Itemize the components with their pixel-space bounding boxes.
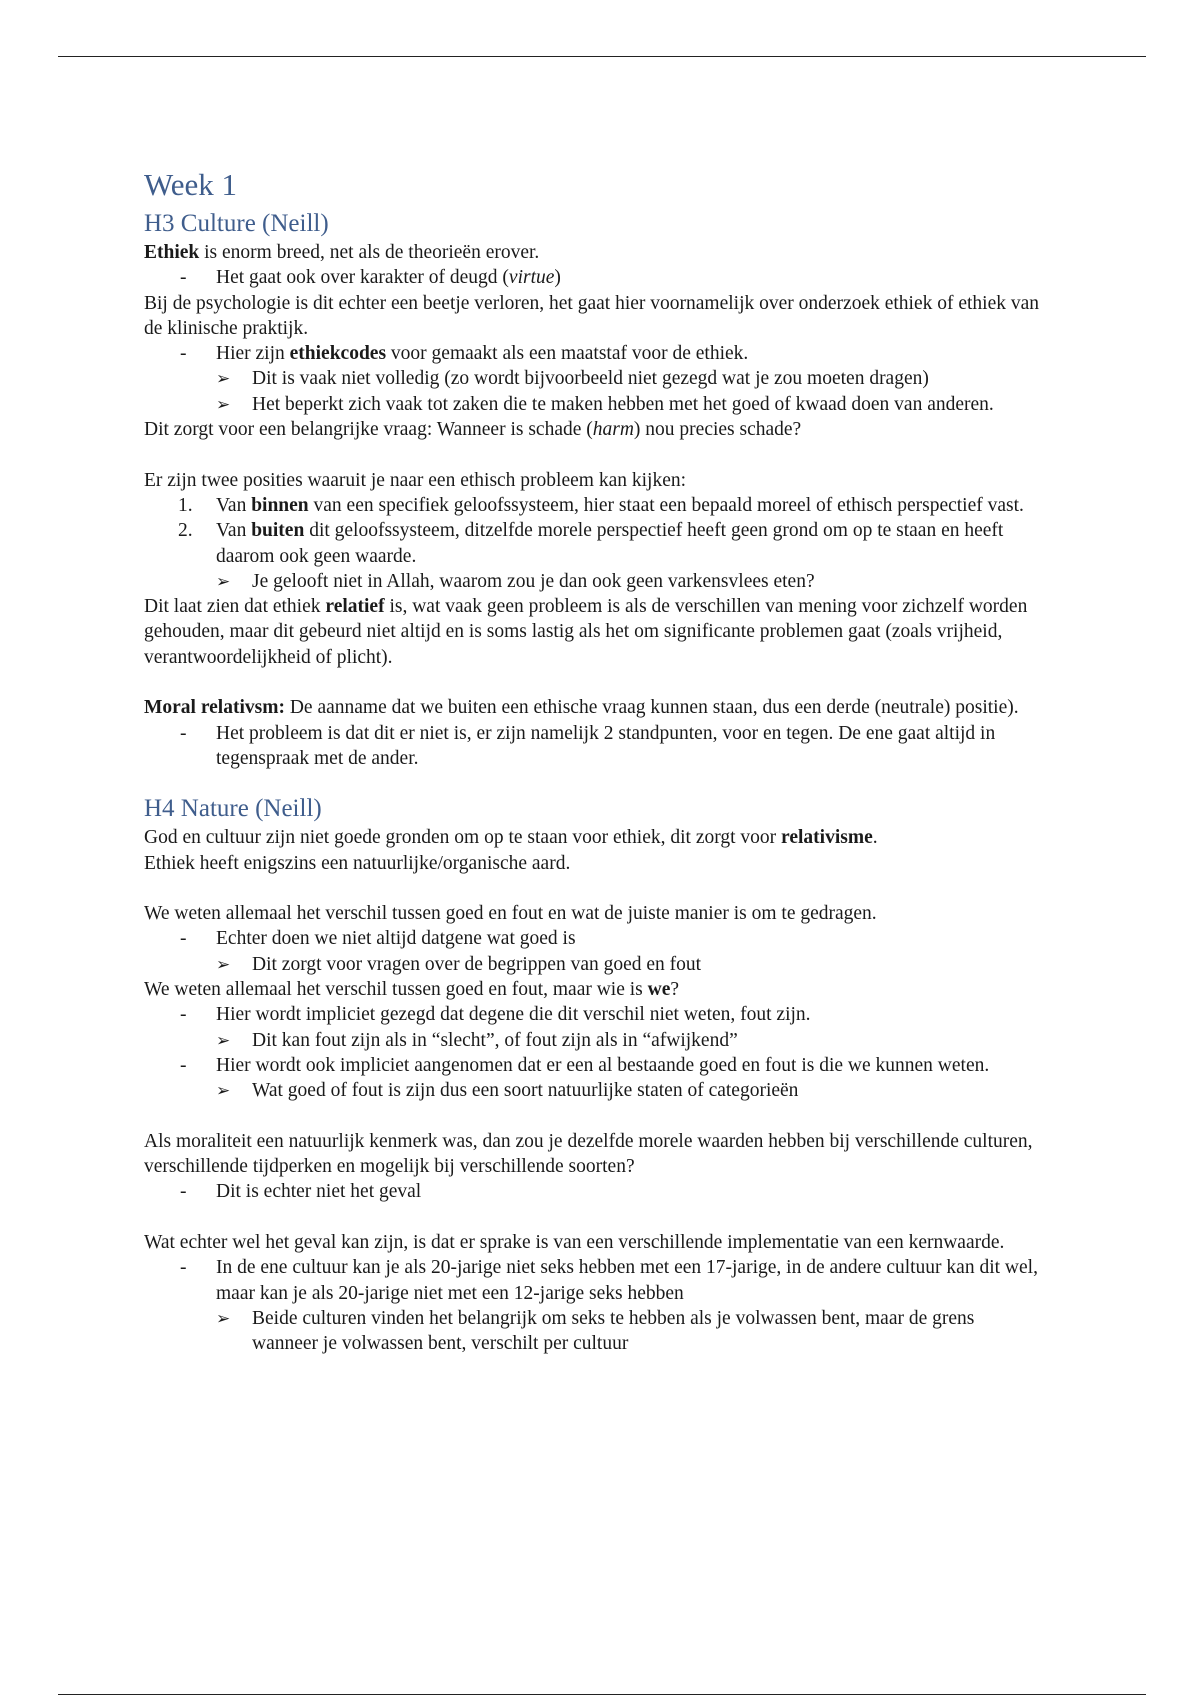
bullet-item: - Hier zijn ethiekcodes voor gemaakt als een maatstaf voor de ethiek. [144, 341, 1044, 366]
paragraph: Wat echter wel het geval kan zijn, is dat er sprake is van een verschillende implementatie van een kernwaarde. [144, 1231, 1005, 1253]
sub-bullet-item: ➢ Het beperkt zich vaak tot zaken die te maken hebben met het goed of kwaad doen van anderen. [144, 392, 1044, 417]
arrow-bullet-icon: ➢ [216, 954, 231, 974]
paragraph: Moral relativsm: De aanname dat we buiten een ethische vraag kunnen staan, dus een derde (neutrale) positie). [144, 697, 1019, 719]
paragraph: Ethiek is enorm breed, net als de theorieën erover. [144, 242, 540, 263]
arrow-bullet-icon: ➢ [216, 1308, 231, 1328]
arrow-bullet-icon: ➢ [216, 1030, 231, 1050]
dash-marker: - [180, 1181, 187, 1203]
paragraph: We weten allemaal het verschil tussen goed en fout en wat de juiste manier is om te gedragen. [144, 903, 877, 925]
sub-bullet-item: ➢ Wat goed of fout is zijn dus een soort natuurlijke staten of categorieën [144, 1078, 1044, 1103]
bullet-item: - Hier wordt ook impliciet aangenomen dat er een al bestaande goed en fout is die we kunnen weten. [144, 1053, 1044, 1078]
sub-bullet-item: ➢ Dit zorgt voor vragen over de begrippen van goed en fout [144, 952, 1044, 977]
document-body [144, 166, 1044, 1356]
paragraph: Bij de psychologie is dit echter een beetje verloren, het gaat hier voornamelijk over onderzoek ethiek of ethiek van de klinische praktijk. [144, 292, 1040, 339]
section-heading-h3: H3 Culture (Neill) [144, 210, 329, 237]
paragraph: Er zijn twee posities waaruit je naar een ethisch probleem kan kijken: [144, 469, 687, 491]
bullet-item: - Dit is echter niet het geval [144, 1179, 1044, 1204]
dash-marker: - [180, 1004, 187, 1026]
numbered-item: 2. Van buiten dit geloofssysteem, ditzelfde morele perspectief heeft geen grond om op te staan en heeft daarom ook geen waarde. [178, 520, 1004, 567]
bullet-item: - Echter doen we niet altijd datgene wat goed is [144, 926, 1044, 951]
dash-marker: - [180, 1054, 187, 1076]
paragraph: God en cultuur zijn niet goede gronden om op te staan voor ethiek, dit zorgt voor relativisme. Ethiek heeft enigszins een natuurlijke/organische aard. [144, 827, 878, 874]
dash-marker: - [180, 928, 187, 950]
bold-term: Moral relativsm: [144, 697, 285, 719]
number-marker: 2. [178, 520, 193, 542]
sub-bullet-item: ➢ Beide culturen vinden het belangrijk om seks te hebben als je volwassen bent, maar de grens wanneer je volwassen bent, verschilt per cultuur [216, 1307, 975, 1355]
arrow-bullet-icon: ➢ [216, 1081, 231, 1101]
paragraph: We weten allemaal het verschil tussen goed en fout, maar wie is we? [144, 979, 680, 1001]
bullet-item: - Het gaat ook over karakter of deugd (virtue) [144, 265, 1044, 290]
bold-term: Ethiek [144, 242, 200, 263]
arrow-bullet-icon: ➢ [216, 571, 231, 591]
paragraph: Als moraliteit een natuurlijk kenmerk was, dan zou je dezelfde morele waarden hebben bij verschillende culturen, verschillende tijdperken en mogelijk bij verschillende soorten? [144, 1130, 1033, 1178]
paragraph: Dit laat zien dat ethiek relatief is, wat vaak geen probleem is als de verschillen van mening voor zichzelf worden gehouden, maar dit gebeurd niet altijd en is soms lastig als het om significante problemen gaat (zoals vrijheid, verantwoordelijkheid of plicht). [144, 596, 1028, 668]
sub-bullet-item: ➢ Je gelooft niet in Allah, waarom zou je dan ook geen varkensvlees eten? [144, 569, 1044, 594]
sub-bullet-item: ➢ Dit is vaak niet volledig (zo wordt bijvoorbeeld niet gezegd wat je zou moeten dragen) [144, 366, 1044, 391]
paragraph: Dit zorgt voor een belangrijke vraag: Wanneer is schade (harm) nou precies schade? [144, 419, 802, 441]
bullet-item: - Het probleem is dat dit er niet is, er zijn namelijk 2 standpunten, voor en tegen. De ene gaat altijd in tegenspraak met de ander. [180, 722, 996, 769]
dash-marker: - [180, 343, 187, 365]
footer-rule [58, 1694, 1146, 1695]
section-heading-h4: H4 Nature (Neill) [144, 795, 322, 823]
bullet-item: - In de ene cultuur kan je als 20-jarige niet seks hebben met een 17-jarige, in de andere cultuur kan dit wel, maar kan je als 20-jarige niet met een 12-jarige seks hebben [180, 1257, 1038, 1304]
page-title: Week 1 [144, 167, 238, 202]
dash-marker: - [180, 267, 187, 289]
numbered-item: 1. Van binnen van een specifiek geloofssysteem, hier staat een bepaald moreel of ethisch perspectief vast. [144, 493, 1044, 518]
number-marker: 1. [178, 494, 193, 516]
arrow-bullet-icon: ➢ [216, 369, 231, 389]
dash-marker: - [180, 722, 187, 744]
arrow-bullet-icon: ➢ [216, 394, 231, 414]
dash-marker: - [180, 1257, 187, 1279]
bullet-item: - Hier wordt impliciet gezegd dat degene die dit verschil niet weten, fout zijn. [144, 1002, 1044, 1027]
sub-bullet-item: ➢ Dit kan fout zijn als in “slecht”, of fout zijn als in “afwijkend” [144, 1028, 1044, 1053]
header-rule [58, 56, 1146, 57]
